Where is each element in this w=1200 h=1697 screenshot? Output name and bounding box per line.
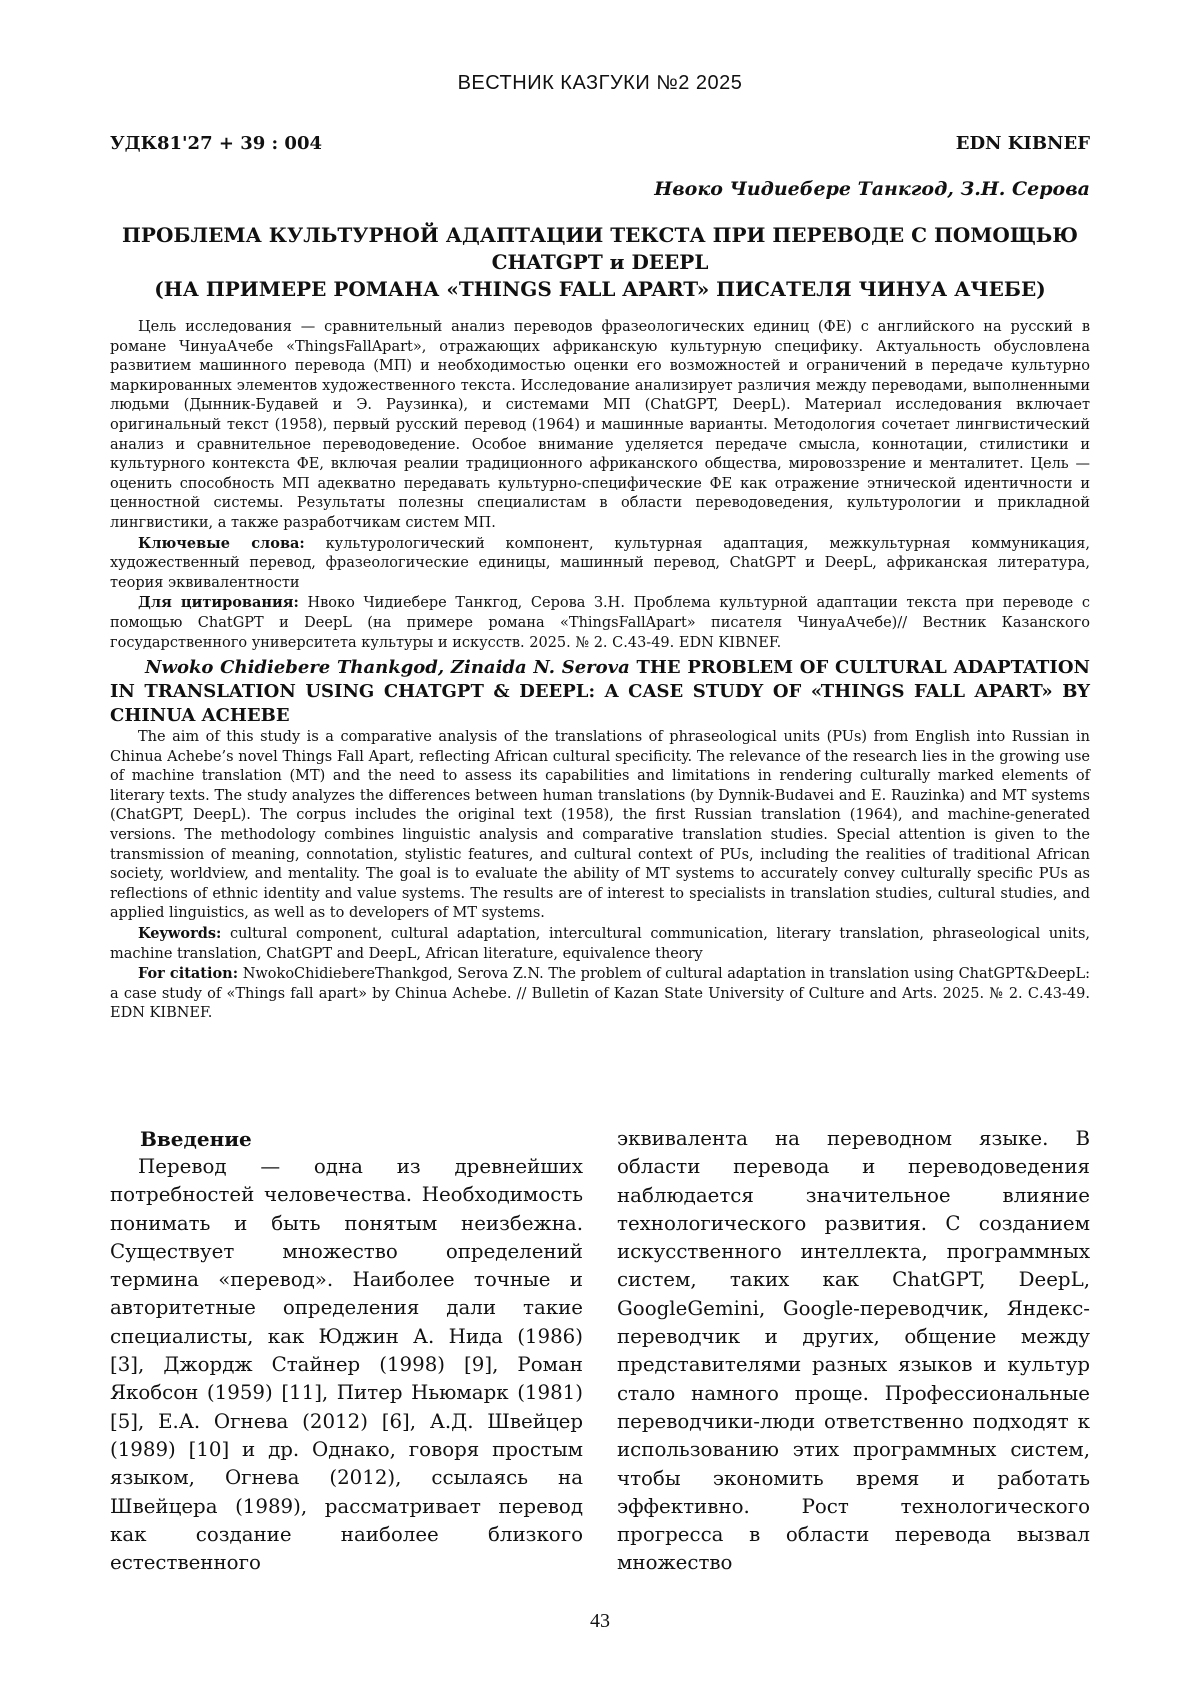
citation-en-text: NwokoChidiebereThankgod, Serova Z.N. The problem of cultural adaptation in translation using ChatGPT&DeepL: a case study of «Things fall apart» by Chinua Achebe. // Bulletin of Kazan State University of Culture and Arts. 2025. № 2. С.43-49. EDN KIBNEF. <box>110 966 1090 1022</box>
page-number: 43 <box>590 1610 610 1632</box>
body-column-left <box>110 1125 583 1578</box>
body-column-right <box>617 1125 1090 1578</box>
citation-ru <box>110 593 1090 653</box>
keywords-ru <box>110 534 1090 594</box>
keywords-en-label: Keywords: <box>138 925 222 943</box>
body-paragraph-right: эквивалента на переводном языке. В области перевода и переводоведения наблюдается значительное влияние технологического развития. С созданием искусственного интеллекта, программных систем, таких как ChatGPT, DeepL, GoogleGemini, Google-переводчик, Яндекс-переводчик и других, общение между представителями разных языков и культур стало намного проще. Профессиональные переводчики-люди ответственно подходят к использованию этих программных систем, чтобы экономить время и работать эффективно. Рост технологического прогресса в области перевода вызвал множество <box>617 1127 1090 1575</box>
citation-ru-text: Нвоко Чидиебере Танкгод, Серова З.Н. Проблема культурной адаптации текста при переводе с помощью ChatGPT и DeepL (на примере романа «ThingsFallApart» писателя ЧинуаАчебе)// Вестник Казанского государственного университета культуры и искусств. 2025. № 2. С.43-49. EDN KIBNEF. <box>110 595 1091 651</box>
article-title-en <box>110 656 1090 728</box>
authors-en: Nwoko Chidiebere Thankgod, Zinaida N. Serova <box>145 657 630 679</box>
edn-code: EDN KIBNEF <box>955 133 1090 154</box>
title-en-text: THE PROBLEM OF CULTURAL ADAPTATION IN TRANSLATION USING CHATGPT & DEEPL: A CASE STUDY OF «THINGS FALL APART» BY CHINUA ACHEBE <box>110 657 1090 727</box>
abstract-block <box>110 318 1090 1024</box>
citation-en-label: For citation: <box>138 965 239 983</box>
body-columns <box>110 1125 1090 1578</box>
title-line-3: (НА ПРИМЕРЕ РОМАНА «THINGS FALL APART» ПИСАТЕЛЯ ЧИНУА АЧЕБЕ) <box>154 277 1046 301</box>
keywords-en <box>110 924 1090 964</box>
udk-code: УДК81'27 + 39 : 004 <box>110 133 323 154</box>
title-line-2: CHATGPT и DEEPL <box>491 250 709 274</box>
title-line-1: ПРОБЛЕМА КУЛЬТУРНОЙ АДАПТАЦИИ ТЕКСТА ПРИ ПЕРЕВОДЕ С ПОМОЩЬЮ <box>122 223 1078 247</box>
citation-ru-label: Для цитирования: <box>138 594 299 612</box>
abstract-ru: Цель исследования — сравнительный анализ переводов фразеологических единиц (ФЕ) с английского на русский в романе ЧинуаАчебе «ThingsFallApart», отражающих африканскую культурную специфику. Актуальность обусловлена развитием машинного перевода (МП) и необходимостью оценки его возможностей и ограничений в передаче культурно маркированных элементов художественного текста. Исследование анализирует различия между переводами, выполненными людьми (Дынник-Будавей и Э. Раузинка), и системами МП (ChatGPT, DeepL). Материал исследования включает оригинальный текст (1958), первый русский перевод (1964) и машинные варианты. Методология сочетает лингвистический анализ и сравнительное переводоведение. Особое внимание уделяется передаче смысла, коннотации, стилистики и культурного контекста ФЕ, включая реалии традиционного африканского общества, мировоззрение и менталитет. Цель — оценить способность МП адекватно передавать культурно-специфические ФЕ как отражение этнической идентичности и ценностной системы. Результаты полезны специалистам в области переводоведения, культурологии и прикладной лингвистики, а также разработчикам систем МП. <box>110 319 1090 531</box>
keywords-ru-text: культурологический компонент, культурная адаптация, межкультурная коммуникация, художественный перевод, фразеологические единицы, машинный перевод, ChatGPT и DeepL, африканская литература, теория эквивалентности <box>110 535 1090 591</box>
keywords-ru-label: Ключевые слова: <box>138 534 305 552</box>
authors-ru: Нвоко Чидиебере Танкгод, З.Н. Серова <box>654 178 1090 200</box>
section-heading-intro: Введение <box>140 1127 252 1151</box>
journal-header: ВЕСТНИК КАЗГУКИ №2 2025 <box>457 72 743 94</box>
abstract-en: The aim of this study is a comparative analysis of the translations of phraseological units (PUs) from English into Russian in Chinua Achebe’s novel Things Fall Apart, reflecting African cultural specificity. The relevance of the research lies in the growing use of machine translation (MT) and the need to assess its capabilities and limitations in rendering culturally marked elements of literary texts. The study analyzes the differences between human translations (by Dynnik-Budavei and E. Rauzinka) and MT systems (ChatGPT, DeepL). The corpus includes the original text (1958), the first Russian translation (1964), and machine-generated versions. The methodology combines linguistic analysis and comparative translation studies. Special attention is given to the transmission of meaning, connotation, stylistic features, and cultural context of PUs, including the realities of traditional African society, worldview, and mentality. The goal is to evaluate the ability of MT systems to accurately convey culturally specific PUs as reflections of ethnic identity and value systems. The results are of interest to specialists in translation studies, cultural studies, and applied linguistics, as well as to developers of MT systems. <box>110 729 1090 922</box>
keywords-en-text: cultural component, cultural adaptation, intercultural communication, literary translation, phraseological units, machine translation, ChatGPT and DeepL, African literature, equivalence theory <box>110 926 1091 962</box>
article-title-ru <box>110 222 1090 303</box>
body-paragraph-left: Перевод — одна из древнейших потребностей человечества. Необходимость понимать и быть понятым неизбежна. Существует множество определений термина «перевод». Наиболее точные и авторитетные определения дали такие специалисты, как Юджин А. Нида (1986) [3], Джордж Стайнер (1998) [9], Роман Якобсон (1959) [11], Питер Ньюмарк (1981) [5], Е.А. Огнева (2012) [6], А.Д. Швейцер (1989) [10] и др. Однако, говоря простым языком, Огнева (2012), ссылаясь на Швейцера (1989), рассматривает перевод как создание наиболее близкого естественного <box>110 1155 583 1575</box>
citation-en <box>110 964 1090 1024</box>
